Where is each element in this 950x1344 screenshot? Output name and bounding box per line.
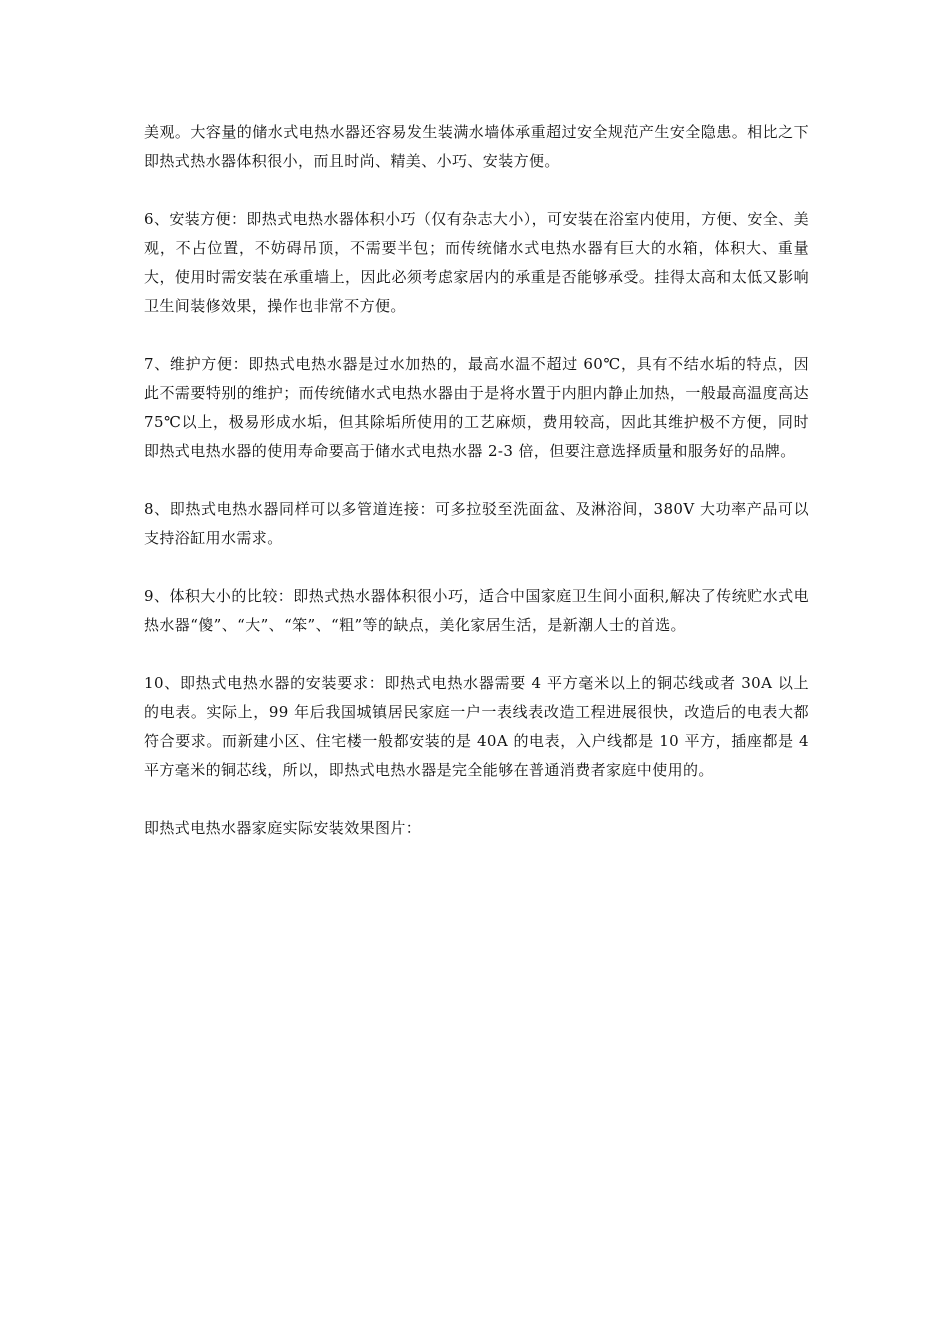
paragraph-6-installation: 6、安装方便：即热式电热水器体积小巧（仅有杂志大小），可安装在浴室内使用，方便、安全、美观，不占位置，不妨碍吊顶，不需要半包；而传统储水式电热水器有巨大的水箱，体积大、重量大，使用时需安装在承重墙上，因此必须考虑家居内的承重是否能够承受。挂得太高和太低又影响卫生间装修效果，操作也非常不方便。 [144,210,809,315]
document-body [144,118,809,843]
paragraph-photo-caption: 即热式电热水器家庭实际安装效果图片： [144,819,422,837]
paragraph-7-maintenance: 7、维护方便：即热式电热水器是过水加热的，最高水温不超过 60℃，具有不结水垢的特点，因此不需要特别的维护；而传统储水式电热水器由于是将水置于内胆内静止加热，一般最高温度高达 75℃以上，极易形成水垢，但其除垢所使用的工艺麻烦，费用较高，因此其维护极不方便，同时即热式电热水器的使用寿命要高于储水式电热水器 2-3 倍，但要注意选择质量和服务好的品牌。 [144,355,809,460]
paragraph-10-requirements: 10、即热式电热水器的安装要求：即热式电热水器需要 4 平方毫米以上的铜芯线或者 30A 以上的电表。实际上，99 年后我国城镇居民家庭一户一表线表改造工程进展很快，改造后的电表大都符合要求。而新建小区、住宅楼一般都安装的是 40A 的电表，入户线都是 10 平方，插座都是 4 平方毫米的铜芯线，所以，即热式电热水器是完全能够在普通消费者家庭中使用的。 [144,674,809,779]
paragraph-appearance-continued: 美观。大容量的储水式电热水器还容易发生装满水墙体承重超过安全规范产生安全隐患。相比之下即热式热水器体积很小，而且时尚、精美、小巧、安装方便。 [144,123,809,170]
paragraph-8-multi-pipe: 8、即热式电热水器同样可以多管道连接：可多拉驳至洗面盆、及淋浴间，380V 大功率产品可以支持浴缸用水需求。 [144,500,809,547]
paragraph-9-size-comparison: 9、体积大小的比较：即热式热水器体积很小巧，适合中国家庭卫生间小面积,解决了传统贮水式电热水器“傻”、“大”、“笨”、“粗”等的缺点，美化家居生活，是新潮人士的首选。 [144,587,809,634]
